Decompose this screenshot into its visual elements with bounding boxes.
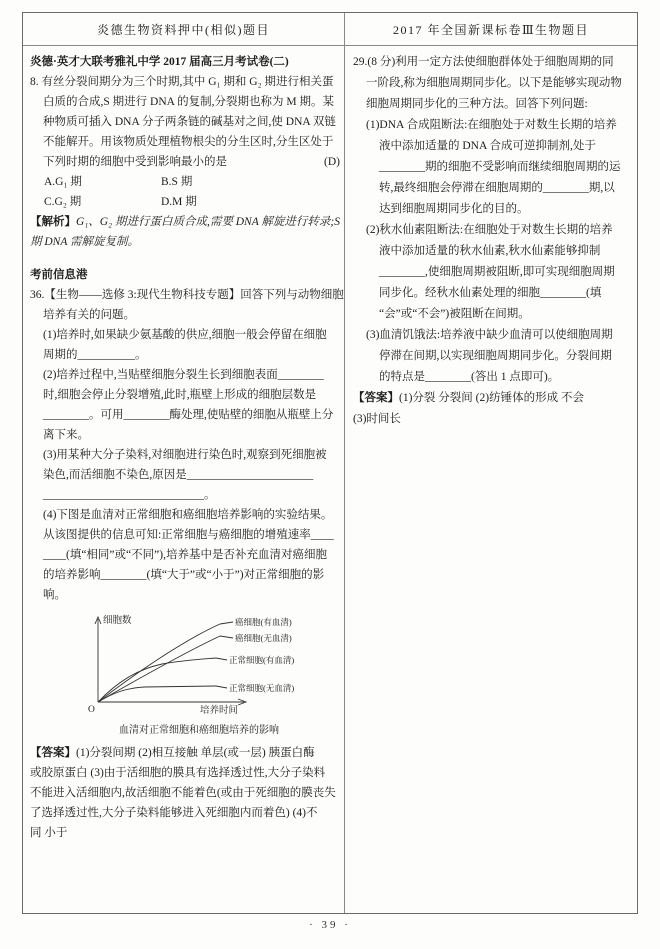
analysis-text-1: G₁、G₂ 期进行蛋白质合成,需要 DNA 解旋进行转录;S <box>76 216 340 228</box>
option-c: C.G₂ 期 <box>44 196 82 208</box>
text-line: 转,最终细胞会停滞在细胞周期的________期,以 <box>379 182 615 194</box>
text-line: (3)血清饥饿法:培养液中缺少血清可以使细胞周期 <box>366 329 613 341</box>
text-line: ____________________________。 <box>43 489 216 501</box>
analysis-text-2: 期 DNA 需解旋复制。 <box>30 236 140 248</box>
text-line: 达到细胞周期同步化的目的。 <box>379 203 529 215</box>
option-b: B.S 期 <box>161 176 193 188</box>
chart-series-label-normal-serum: 正常细胞(有血清) <box>229 655 295 665</box>
text-line: ____(填“相同”或“不同”),培养基中是否补充血清对癌细胞 <box>43 549 327 561</box>
text-line: 液中添加适量的 DNA 合成可逆抑制剂,处于 <box>379 140 596 152</box>
answer-block-left <box>30 743 340 843</box>
text-line: 离下来。 <box>43 429 89 441</box>
text-line: 29.(8 分)利用一定方法使细胞群体处于细胞周期的同 <box>353 56 614 68</box>
answer-right-line-2: (3)时间长 <box>353 413 401 425</box>
text-line: (3)用某种大分子染料,对细胞进行染色时,观察到死细胞被 <box>43 449 327 461</box>
question-8 <box>30 72 340 152</box>
question-8-last-line <box>30 152 340 172</box>
text-line: 白质的合成,S 期进行 DNA 的复制,分裂期也称为 M 期。某 <box>43 96 335 108</box>
answer-label-right: 【答案】 <box>353 392 399 404</box>
answer-block-right <box>353 388 634 430</box>
text-line: 8. 有丝分裂间期分为三个时期,其中 G₁ 期和 G₂ 期进行相关蛋 <box>30 76 334 88</box>
text-line: 36.【生物——选修 3:现代生物科技专题】回答下列与动物细胞 <box>30 289 344 301</box>
question-8-answer-letter: (D) <box>324 156 340 168</box>
text-line: 从该图提供的信息可知:正常细胞与癌细胞的增殖速率____ <box>43 529 334 541</box>
chart-caption: 血清对正常细胞和癌细胞培养的影响 <box>119 725 279 736</box>
text-line: (2)培养过程中,当贴壁细胞分裂生长到细胞表面________ <box>43 369 324 381</box>
question-8-stem-end: 下列时期的细胞中受到影响最小的是 <box>43 156 227 168</box>
header-right-cell: 2017 年全国新课标卷Ⅲ生物题目 <box>392 22 590 37</box>
text-line: 停滞在间期,以实现细胞周期同步化。分裂间期 <box>379 350 612 362</box>
question-29 <box>353 52 634 388</box>
text-line: “会”或“不会”)被阻断在间期。 <box>379 308 530 320</box>
text-line: 液中添加适量的秋水仙素,秋水仙素能够抑制 <box>379 245 601 257</box>
text-line: 一阶段,称为细胞周期同步化。以下是能够实现动物 <box>366 77 622 89</box>
chart-series-label-cancer-serum: 癌细胞(有血清) <box>235 617 292 627</box>
question-36 <box>30 285 344 605</box>
answer-label-left: 【答案】 <box>30 747 76 759</box>
text-line: 培养有关的问题。 <box>43 309 135 321</box>
curve-normal-serum <box>98 658 216 702</box>
answer-left-lines <box>30 763 340 843</box>
text-line: 或胶原蛋白 (3)由于活细胞的膜具有选择透过性,大分子染料 <box>30 767 326 779</box>
chart-x-axis-label: 培养时间 <box>200 706 239 716</box>
text-line: 种物质可插入 DNA 分子两条链的碱基对之间,使 DNA 双链 <box>43 116 336 128</box>
text-line: (4)下图是血清对正常细胞和癌细胞培养影响的实验结果。 <box>43 509 333 521</box>
text-line: 同步化。经秋水仙素处理的细胞________(填 <box>379 287 602 299</box>
info-port-heading: 考前信息港 <box>30 269 88 281</box>
growth-chart-svg <box>68 609 330 717</box>
options-row-2 <box>30 192 340 212</box>
header-row <box>23 13 637 46</box>
text-line: 了选择透过性,大分子染料能够进入死细胞内而着色) (4)不 <box>30 807 318 819</box>
growth-chart <box>68 609 330 738</box>
curve-cancer-serum <box>98 624 220 702</box>
text-line: (1)培养时,如果缺少氨基酸的供应,细胞一般会停留在细胞 <box>43 329 327 341</box>
answer-right-line-1: (1)分裂 分裂间 (2)纺锤体的形成 不会 <box>399 392 584 404</box>
text-line: 的特点是________(答出 1 点即可)。 <box>379 371 560 383</box>
chart-series-label-cancer-noserum: 癌细胞(无血清) <box>235 633 292 643</box>
text-line: 同 小于 <box>30 827 68 839</box>
option-a: A.G₁ 期 <box>44 176 82 188</box>
page-number: · 39 · <box>309 919 351 931</box>
chart-series-label-normal-noserum: 正常细胞(无血清) <box>229 683 295 693</box>
text-line: (2)秋水仙素阻断法:在细胞处于对数生长期的培养 <box>366 224 613 236</box>
text-line: 不能解开。用该物质处理植物根尖的分生区时,分生区处于 <box>43 136 334 148</box>
text-line: 细胞周期同步化的三种方法。回答下列问题: <box>366 98 588 110</box>
chart-origin-label: O <box>88 705 95 715</box>
chart-y-axis-label: 细胞数 <box>103 616 132 626</box>
text-line: 响。 <box>43 589 66 601</box>
analysis-block <box>30 212 340 252</box>
text-line: 周期的__________。 <box>43 349 147 361</box>
two-column-body <box>23 46 637 913</box>
options-row-1 <box>30 172 340 192</box>
right-column <box>345 46 637 913</box>
exam-title: 炎德·英才大联考雅礼中学 2017 届高三月考试卷(二) <box>30 56 289 68</box>
analysis-label: 【解析】 <box>30 216 76 228</box>
option-d: D.M 期 <box>161 196 197 208</box>
text-line: (1)DNA 合成阻断法:在细胞处于对数生长期的培养 <box>366 119 617 131</box>
text-line: ________。可用________酶处理,使贴壁的细胞从瓶壁上分 <box>43 409 334 421</box>
left-column <box>23 46 345 913</box>
text-line: ________,使细胞周期被阻断,即可实现细胞周期 <box>379 266 615 278</box>
text-line: 不能进入活细胞内,故活细胞不能着色(或由于死细胞的膜丧失 <box>30 787 336 799</box>
text-line: ________期的细胞不受影响而继续细胞周期的运 <box>379 161 621 173</box>
text-line: 的培养影响________(填“大于”或“小于”)对正常细胞的影 <box>43 569 325 581</box>
exam-table <box>22 12 638 914</box>
answer-left-line-1: (1)分裂间期 (2)相互接触 单层(或一层) 胰蛋白酶 <box>76 747 315 759</box>
header-left-cell: 炎德生物资料押中(相似)题目 <box>23 13 345 45</box>
text-line: 时,细胞会停止分裂增殖,此时,瓶壁上形成的细胞层数是 <box>43 389 317 401</box>
curve-cancer-noserum <box>98 636 220 702</box>
text-line: 染色,而活细胞不染色,原因是______________________ <box>43 469 314 481</box>
